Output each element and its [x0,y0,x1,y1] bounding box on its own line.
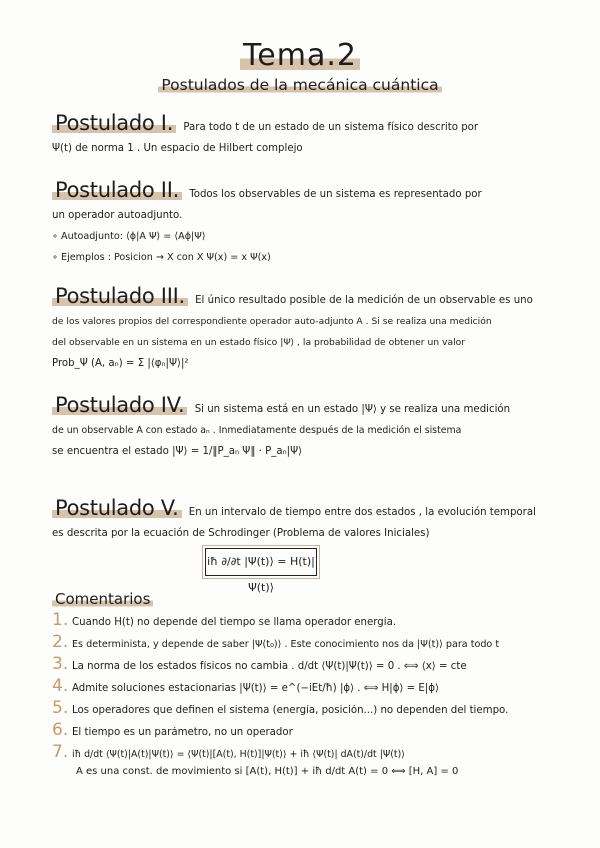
comment-extra-line: A es una const. de movimiento si [A(t), H(t)] + iħ d/dt A(t) = 0 ⟺ [H, A] = 0 [76,766,459,777]
list-item [52,610,562,632]
item-number: 6. [52,720,69,740]
postulate-text: de un observable A con estado aₙ . Inmediatamente después de la medición el sistema [52,425,462,436]
postulate-text: un operador autoadjunto. [52,210,183,221]
postulate-text: El único resultado posible de la medición de un observable es uno [195,295,533,306]
item-text: Admite soluciones estacionarias |Ψ(t)⟩ = e^(−iEt/ħ) |ϕ⟩ . ⟺ H|ϕ⟩ = E|ϕ⟩ [72,683,439,694]
postulate-heading: Postulado III. [52,284,188,308]
bullet-item: ∘ Autoadjunto: ⟨ϕ|A Ψ⟩ = ⟨Aϕ|Ψ⟩ [52,231,206,242]
postulate-heading: Postulado IV. [52,393,187,417]
postulate-text: En un intervalo de tiempo entre dos estados , la evolución temporal [188,507,536,518]
postulate-heading: Postulado I. [52,111,176,135]
postulate-heading: Postulado V. [52,496,182,520]
comments-list [52,610,562,764]
postulate-text: Todos los observables de un sistema es representado por [189,189,482,200]
item-text: Los operadores que definen el sistema (energía, posición...) no dependen del tiempo. [72,705,509,716]
postulate-text: es descrita por la ecuación de Schrodinger (Problema de valores Iniciales) [52,528,430,539]
postulate-text: Ψ(t) de norma 1 . Un espacio de Hilbert complejo [52,143,303,154]
postulate-3 [52,286,552,374]
postulate-2 [52,180,552,268]
postulate-formula: se encuentra el estado |Ψ⟩ = 1/‖P_aₙ Ψ‖ · P_aₙ|Ψ⟩ [52,446,303,457]
list-item [52,632,562,654]
postulate-text: Para todo t de un estado de un sistema físico descrito por [183,122,479,133]
page-title: Tema.2 [0,38,600,73]
list-item [52,654,562,676]
item-text: Es determinista, y depende de saber |Ψ(t₀)⟩ . Este conocimiento nos da |Ψ(t)⟩ para todo t [72,639,500,650]
item-number: 4. [52,676,69,696]
item-number: 3. [52,654,69,674]
item-text: La norma de los estados físicos no cambia . d/dt ⟨Ψ(t)|Ψ(t)⟩ = 0 . ⟺ ⟨x⟩ = cte [72,661,467,672]
bullet-item: ∘ Ejemplos : Posicion → X con X Ψ(x) = x Ψ(x) [52,252,271,263]
list-item [52,742,562,764]
list-item [52,676,562,698]
postulate-text: Si un sistema está en un estado |Ψ⟩ y se realiza una medición [194,404,511,415]
item-number: 7. [52,742,69,762]
postulate-1 [52,113,552,159]
comments-heading: Comentarios [52,590,153,608]
schrodinger-equation-box: iħ ∂/∂t |Ψ(t)⟩ = H(t)|Ψ(t)⟩ [205,548,317,576]
item-number: 1. [52,610,69,630]
page-subtitle: Postulados de la mecánica cuántica [0,76,600,94]
item-number: 5. [52,698,69,718]
postulate-text: de los valores propios del correspondiente operador auto-adjunto A . Si se realiza una medición [52,316,492,327]
list-item [52,720,562,742]
postulate-5 [52,498,552,544]
item-text: iħ d/dt ⟨Ψ(t)|A(t)|Ψ(t)⟩ = ⟨Ψ(t)|[A(t), H(t)]|Ψ(t)⟩ + iħ ⟨Ψ(t)| dA(t)/dt |Ψ(t)⟩ [72,749,405,760]
item-number: 2. [52,632,69,652]
list-item [52,698,562,720]
item-text: Cuando H(t) no depende del tiempo se llama operador energía. [72,617,397,628]
item-text: El tiempo es un parámetro, no un operador [72,727,293,738]
postulate-formula: Prob_Ψ (A, aₙ) = Σ |⟨φₙ|Ψ⟩|² [52,358,189,369]
postulate-4 [52,395,552,462]
postulate-text: del observable en un sistema en un estado físico |Ψ⟩ , la probabilidad de obtener un valor [52,337,466,348]
postulate-heading: Postulado II. [52,178,182,202]
